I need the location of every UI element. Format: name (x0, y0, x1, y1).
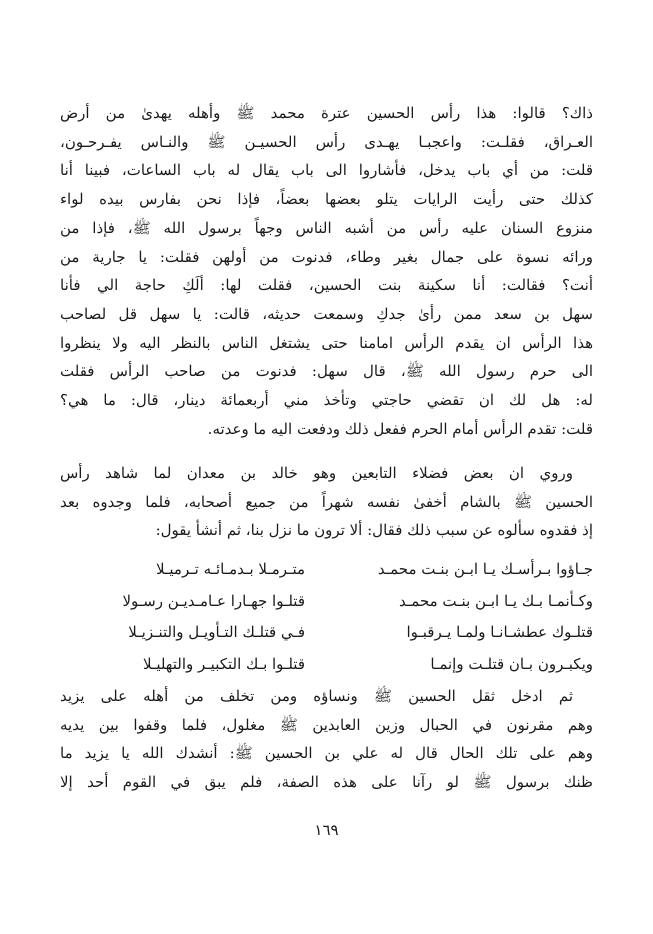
text-line: ثم ادخل ثقل الحسين ﷺ ونساؤه ومن تخلف من أهله على يزيد (60, 687, 573, 705)
verse-second-hemistich: قتلـوا جهـارا عـامـديـن رسـولا (122, 591, 305, 610)
text-line: أنت؟ فقالت: أنا سكينة بنت الحسين، فقلت لها: ألَكِ حاجة الي فأنا (60, 276, 593, 295)
paragraph-1 (60, 99, 593, 443)
text-line: هذا الرأس ان يقدم الرأس امامنا حتى يشتغل الناس بالنظر اليه ولا ينظروا (60, 333, 593, 352)
poem-verse (60, 586, 593, 618)
text-line: له: هل لك ان تقضي حاجتي وتأخذ مني أربعمائة دينار، قال: ما هي؟ (60, 391, 593, 410)
verse-second-hemistich: قتلـوا بـك التكبيـر والتهليـلا (142, 654, 305, 673)
text-line: الحسين ﷺ بالشام أخفىٰ نفسه شهراً من جميع أصحابه، فلما وجدوه بعد (60, 492, 593, 511)
text-line: قلت: من أي باب يدخل، فأشاروا الى باب يقال له باب الساعات، فبينا أنا (60, 161, 593, 180)
text-line: العـراق، فقلـت: واعجبـا يهـدى رأس الحسيـن ﷺ والنـاس يفـرحـون، (60, 132, 593, 151)
verse-first-hemistich: ويكبـرون بـان قتلـت وإنمـا (430, 654, 593, 673)
paragraph-3 (60, 682, 593, 797)
text-line: سهل بن سعد ممن رأىٰ جدكِ وسمعت حديثه، قالت: يا سهل قل لصاحب (60, 304, 593, 323)
text-line: ظنك برسول ﷺ لو رآنا على هذه الصفة، فلم يبق في القوم أحد إلا (60, 773, 593, 792)
text-line: قلت: تقدم الرأس أمام الحرم ففعل ذلك ودفعت اليه ما وعدته. (207, 419, 593, 438)
verse-first-hemistich: وكـأنمـا بـك يـا ابـن بنـت محمـد (399, 591, 593, 610)
text-line: ذاك؟ قالوا: هذا رأس الحسين عترة محمد ﷺ وأهله يهدىٰ من أرض (60, 104, 593, 122)
verse-second-hemistich: متـرمـلا بـدمـائـه تـرميـلا (156, 560, 305, 578)
text-line: منزوع السنان عليه رأس من أشبه الناس وجهاً برسول الله ﷺ، فإذا من (60, 218, 593, 237)
text-line: وهم على تلك الحال قال له علي بن الحسين ﷺ: أنشدك الله يا يزيد ما (60, 744, 593, 763)
text-line: كذلك حتى رأيت الرايات يتلو بعضها بعضاً، فإذا نحن بفارس بيده لواء (60, 190, 593, 209)
paragraph-2 (60, 459, 593, 545)
poem (60, 554, 593, 680)
poem-verse (60, 649, 593, 681)
text-line: الى حرم رسول الله ﷺ، قال سهل: فدنوت من صاحب الرأس فقلت (60, 362, 593, 381)
poem-verse (60, 617, 593, 649)
verse-first-hemistich: قتلـوك عطشـانـا ولمـا يـرقبـوا (406, 623, 593, 641)
text-line: إذ فقدوه سألوه عن سبب ذلك فقال: ألا ترون ما نزل بنا، ثم أنشأ يقول: (155, 521, 593, 540)
verse-first-hemistich: جـاؤوا بـرأسـك يـا ابـن بنـت محمـد (377, 560, 593, 578)
poem-verse (60, 554, 593, 586)
page-number: ١٦٩ (314, 821, 339, 839)
verse-second-hemistich: فـي قتلـك التـأويـل والتنـزيـلا (128, 623, 305, 641)
text-line: وهم مقرنون في الحبال وزين العابدين ﷺ مغلول، فلما وقفوا بين يديه (60, 715, 593, 734)
text-line: وروي ان بعض فضلاء التابعين وهو خالد بن معدان لما شاهد رأس (60, 464, 573, 482)
text-line: ورائه نسوة على جمال بغير وطاء، فدنوت من أولهن فقلت: يا جارية من (60, 247, 593, 266)
